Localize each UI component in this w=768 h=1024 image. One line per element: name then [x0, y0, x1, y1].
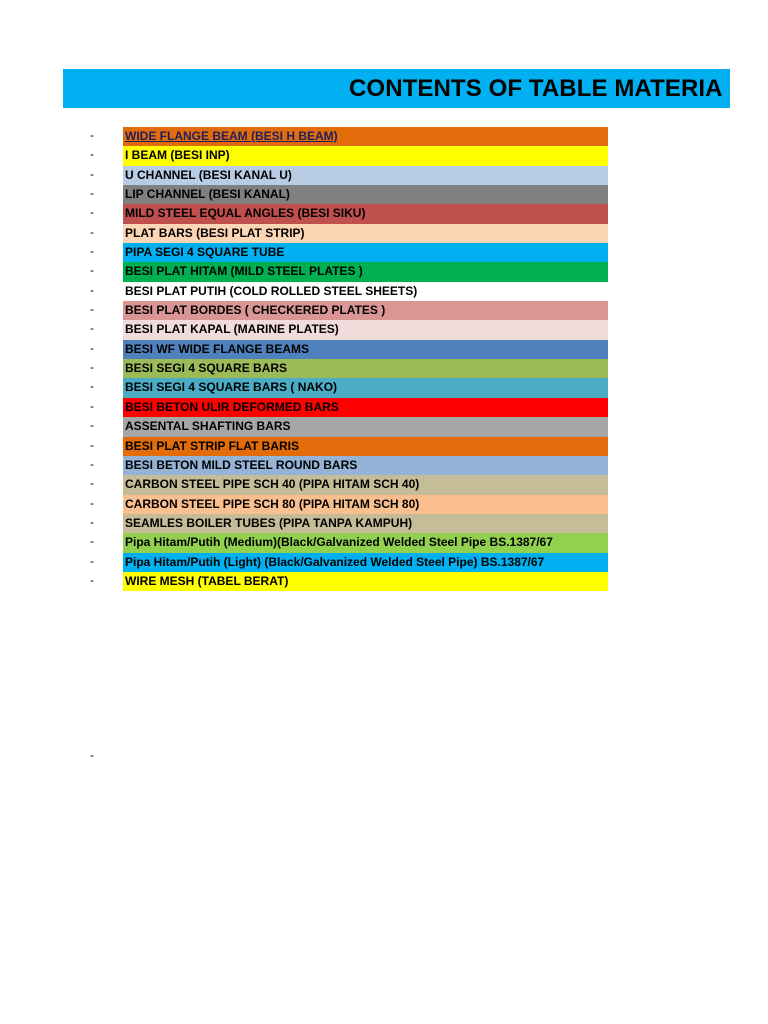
list-bullet: -: [90, 379, 94, 394]
list-item[interactable]: [0, 514, 768, 533]
list-item[interactable]: [0, 417, 768, 436]
list-item[interactable]: [0, 243, 768, 262]
material-link[interactable]: BESI PLAT STRIP FLAT BARIS: [123, 437, 608, 456]
list-bullet: -: [90, 128, 94, 142]
list-item[interactable]: [0, 475, 768, 494]
list-item[interactable]: [0, 146, 768, 165]
material-link[interactable]: Pipa Hitam/Putih (Light) (Black/Galvanized Welded Steel Pipe) BS.1387/67: [123, 553, 608, 572]
material-link[interactable]: MILD STEEL EQUAL ANGLES (BESI SIKU): [123, 204, 608, 223]
material-link[interactable]: WIRE MESH (TABEL BERAT): [123, 572, 608, 591]
list-bullet: -: [90, 437, 94, 452]
list-bullet: -: [90, 340, 94, 355]
list-item[interactable]: [0, 553, 768, 572]
list-item[interactable]: [0, 320, 768, 339]
material-link[interactable]: SEAMLES BOILER TUBES (PIPA TANPA KAMPUH): [123, 514, 608, 533]
list-item[interactable]: [0, 340, 768, 359]
list-bullet: -: [90, 418, 94, 433]
list-bullet: -: [90, 572, 94, 587]
list-bullet: -: [90, 224, 94, 239]
material-link[interactable]: BESI SEGI 4 SQUARE BARS: [123, 359, 608, 378]
list-bullet: -: [90, 205, 94, 220]
material-link[interactable]: U CHANNEL (BESI KANAL U): [123, 166, 608, 185]
list-item[interactable]: [0, 495, 768, 514]
list-item[interactable]: [0, 224, 768, 243]
material-link[interactable]: I BEAM (BESI INP): [123, 146, 608, 165]
list-bullet: -: [90, 360, 94, 375]
list-bullet: -: [90, 282, 94, 297]
list-bullet: -: [90, 398, 94, 413]
page-title: CONTENTS OF TABLE MATERIA: [349, 75, 723, 102]
list-bullet: -: [90, 186, 94, 201]
list-item[interactable]: [0, 533, 768, 552]
material-link[interactable]: BESI PLAT HITAM (MILD STEEL PLATES ): [123, 262, 608, 281]
list-bullet: -: [90, 514, 94, 529]
material-link[interactable]: BESI PLAT KAPAL (MARINE PLATES): [123, 320, 608, 339]
list-item[interactable]: [0, 301, 768, 320]
material-link[interactable]: PIPA SEGI 4 SQUARE TUBE: [123, 243, 608, 262]
list-bullet: -: [90, 534, 94, 549]
material-link[interactable]: BESI WF WIDE FLANGE BEAMS: [123, 340, 608, 359]
list-bullet: -: [90, 456, 94, 471]
list-bullet: -: [90, 166, 94, 181]
material-link[interactable]: CARBON STEEL PIPE SCH 80 (PIPA HITAM SCH 80): [123, 495, 608, 514]
list-item[interactable]: [0, 456, 768, 475]
list-bullet: -: [90, 748, 94, 762]
material-link[interactable]: PLAT BARS (BESI PLAT STRIP): [123, 224, 608, 243]
list-bullet: -: [90, 553, 94, 568]
list-item[interactable]: [0, 204, 768, 223]
material-link[interactable]: CARBON STEEL PIPE SCH 40 (PIPA HITAM SCH 40): [123, 475, 608, 494]
list-bullet: -: [90, 244, 94, 259]
list-bullet: -: [90, 147, 94, 162]
list-item[interactable]: [0, 166, 768, 185]
list-item[interactable]: [0, 185, 768, 204]
list-item[interactable]: [0, 282, 768, 301]
list-bullet: -: [90, 321, 94, 336]
material-link[interactable]: WIDE FLANGE BEAM (BESI H BEAM): [123, 127, 608, 146]
list-item[interactable]: [0, 572, 768, 591]
list-item[interactable]: [0, 398, 768, 417]
material-link[interactable]: ASSENTAL SHAFTING BARS: [123, 417, 608, 436]
material-link[interactable]: LIP CHANNEL (BESI KANAL): [123, 185, 608, 204]
material-link[interactable]: Pipa Hitam/Putih (Medium)(Black/Galvanized Welded Steel Pipe BS.1387/67: [123, 533, 608, 552]
material-link[interactable]: BESI SEGI 4 SQUARE BARS ( NAKO): [123, 378, 608, 397]
material-link[interactable]: BESI BETON ULIR DEFORMED BARS: [123, 398, 608, 417]
list-item[interactable]: [0, 359, 768, 378]
list-item[interactable]: [0, 127, 768, 146]
list-bullet: -: [90, 495, 94, 510]
list-item[interactable]: [0, 262, 768, 281]
list-item[interactable]: [0, 378, 768, 397]
material-link[interactable]: BESI BETON MILD STEEL ROUND BARS: [123, 456, 608, 475]
material-link[interactable]: BESI PLAT BORDES ( CHECKERED PLATES ): [123, 301, 608, 320]
title-banner: [63, 69, 730, 108]
material-list: [0, 127, 768, 591]
list-bullet: -: [90, 302, 94, 317]
list-bullet: -: [90, 263, 94, 278]
material-link[interactable]: BESI PLAT PUTIH (COLD ROLLED STEEL SHEETS): [123, 282, 608, 301]
list-item[interactable]: [0, 437, 768, 456]
list-bullet: -: [90, 476, 94, 491]
